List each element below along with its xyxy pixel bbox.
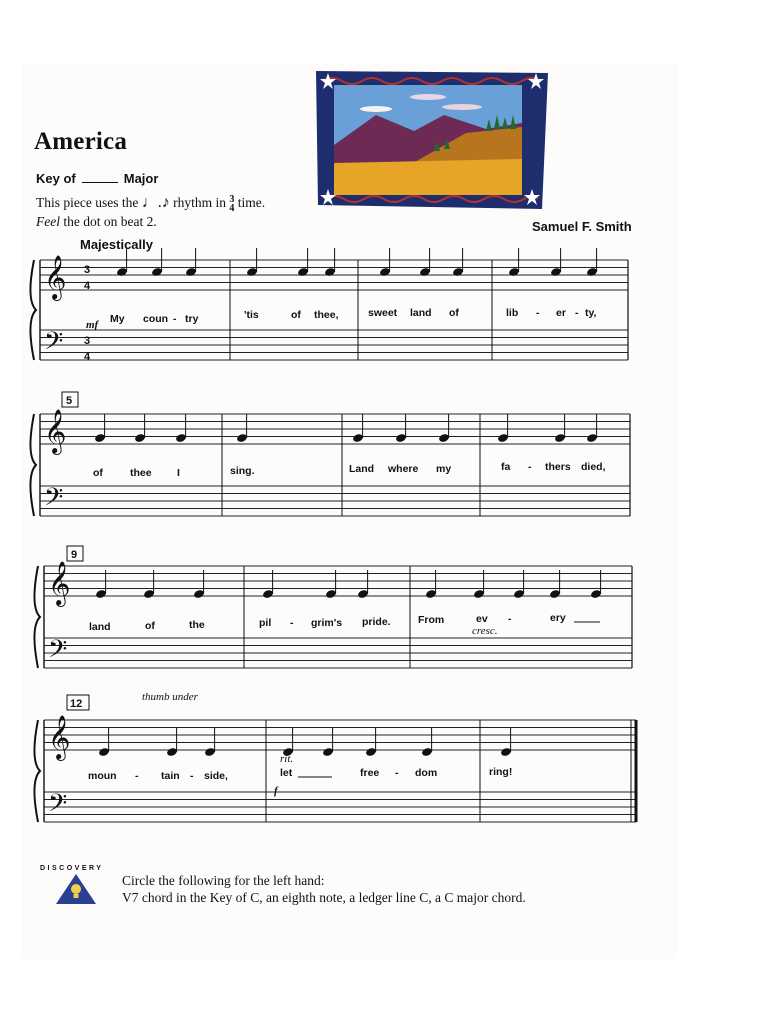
lyric-word: I	[177, 467, 180, 479]
grand-staff-brace	[34, 720, 40, 822]
lyric-word: sweet	[368, 307, 398, 319]
lyric-word: From	[418, 614, 445, 626]
lyric-word: -	[528, 461, 532, 473]
lyric-word: free	[360, 767, 380, 779]
lyrics-system-2	[93, 461, 606, 479]
intro-time-bottom: 4	[229, 202, 235, 214]
grand-staff-brace	[30, 414, 36, 516]
dynamic-f: f	[274, 785, 278, 797]
lyric-word: ring!	[489, 766, 513, 778]
dynamic-mf: mf	[86, 319, 99, 331]
dotted-quarter-icon: ♩.	[141, 194, 162, 211]
page-title: America	[34, 128, 128, 155]
lyric-word: -	[575, 307, 579, 319]
discovery-label: DISCOVERY	[40, 865, 104, 872]
discovery-instructions	[122, 872, 526, 906]
treble-clef-icon: 𝄞	[44, 255, 67, 299]
lyric-word: the	[189, 619, 205, 631]
intro-time-top: 3	[229, 193, 235, 205]
lyric-word: lib	[506, 307, 519, 319]
lyric-word: moun	[88, 770, 117, 782]
lyric-word: thers	[545, 461, 571, 473]
expression-rit: rit.	[280, 753, 294, 765]
lightbulb-triangle-icon	[54, 872, 98, 906]
lyric-word: dom	[415, 767, 438, 779]
lyric-word: pil	[259, 617, 272, 629]
lyric-word: -	[536, 307, 540, 319]
intro-beat-text: the dot on beat 2.	[63, 213, 157, 229]
lyric-word: sing.	[230, 465, 255, 477]
lyric-word: of	[449, 307, 459, 319]
bass-clef-icon: 𝄢	[44, 327, 64, 362]
lyric-word: -	[290, 617, 294, 629]
grand-staff-brace	[34, 566, 40, 668]
lyric-word: side,	[204, 770, 228, 782]
lyric-word: er	[556, 307, 566, 319]
discovery-line-2: V7 chord in the Key of C, an eighth note, a ledger line C, a C major chord.	[122, 890, 526, 905]
lyric-word: my	[436, 463, 452, 475]
time-sig-top-treble: 3	[84, 264, 91, 276]
lyric-word: thee,	[314, 309, 339, 321]
lyric-word: -	[135, 770, 139, 782]
lyric-word: grim's	[311, 617, 343, 629]
staff-lines	[30, 255, 636, 824]
notes-layer	[94, 248, 602, 757]
bass-clef-icon: 𝄢	[48, 789, 68, 824]
time-sig-top-bass: 3	[84, 335, 91, 347]
lyric-word: land	[89, 621, 111, 633]
expression-cresc: cresc.	[472, 625, 498, 637]
measure-number-12: 12	[70, 698, 83, 710]
lyric-word: coun	[143, 313, 169, 325]
lyric-word: My	[110, 313, 125, 325]
lyric-word: of	[145, 620, 155, 632]
lyric-word: Land	[349, 463, 375, 475]
measure-number-5: 5	[66, 395, 73, 407]
intro-part-1: This piece uses the	[36, 195, 139, 210]
lyric-word: -	[395, 767, 399, 779]
tempo-marking: Majestically	[80, 237, 153, 252]
composer-credit: Samuel F. Smith	[532, 219, 632, 234]
lyric-word: tain	[161, 770, 180, 782]
treble-clef-icon: 𝄞	[44, 409, 67, 453]
treble-clef-icon: 𝄞	[48, 715, 71, 759]
bass-clef-icon: 𝄢	[44, 483, 64, 518]
discovery-badge	[40, 865, 112, 911]
lyric-word: let	[280, 767, 293, 779]
lyric-word: of	[291, 309, 301, 321]
bass-clef-icon: 𝄢	[48, 635, 68, 670]
lyric-word: fa	[501, 461, 511, 473]
intro-feel: Feel	[36, 213, 60, 229]
lyric-word: ty,	[585, 307, 597, 319]
treble-clef-icon: 𝄞	[48, 561, 71, 605]
lyrics-system-3	[89, 612, 600, 633]
lyric-word: -	[508, 613, 512, 625]
key-suffix: Major	[123, 171, 159, 186]
lyric-word: -	[190, 770, 194, 782]
lyric-word: where	[388, 463, 419, 475]
lyrics-system-4	[88, 766, 512, 782]
grand-staff-brace	[30, 260, 36, 360]
lyric-word: died,	[581, 461, 606, 473]
lyric-word: ev	[476, 613, 488, 625]
key-prefix: Key of	[36, 171, 76, 186]
time-sig-bottom-treble: 4	[84, 280, 91, 292]
lyric-word: pride.	[362, 616, 391, 628]
lyric-word: ery	[550, 612, 566, 624]
intro-rhythm: rhythm in	[173, 195, 226, 210]
discovery-line-1: Circle the following for the left hand:	[122, 873, 325, 888]
lyric-word: -	[173, 313, 177, 325]
eighth-note-icon: ♪	[161, 194, 170, 211]
lyric-word: land	[410, 307, 432, 319]
expression-thumb-under: thumb under	[142, 691, 198, 703]
measure-number-9: 9	[71, 549, 78, 561]
lyric-word: try	[185, 313, 199, 325]
intro-time-word: time.	[237, 195, 266, 210]
time-sig-bottom-bass: 4	[84, 351, 91, 363]
lyric-word: 'tis	[244, 309, 259, 321]
lyric-word: of	[93, 467, 103, 479]
lyrics-system-1	[110, 307, 597, 325]
lyric-word: thee	[130, 467, 152, 479]
